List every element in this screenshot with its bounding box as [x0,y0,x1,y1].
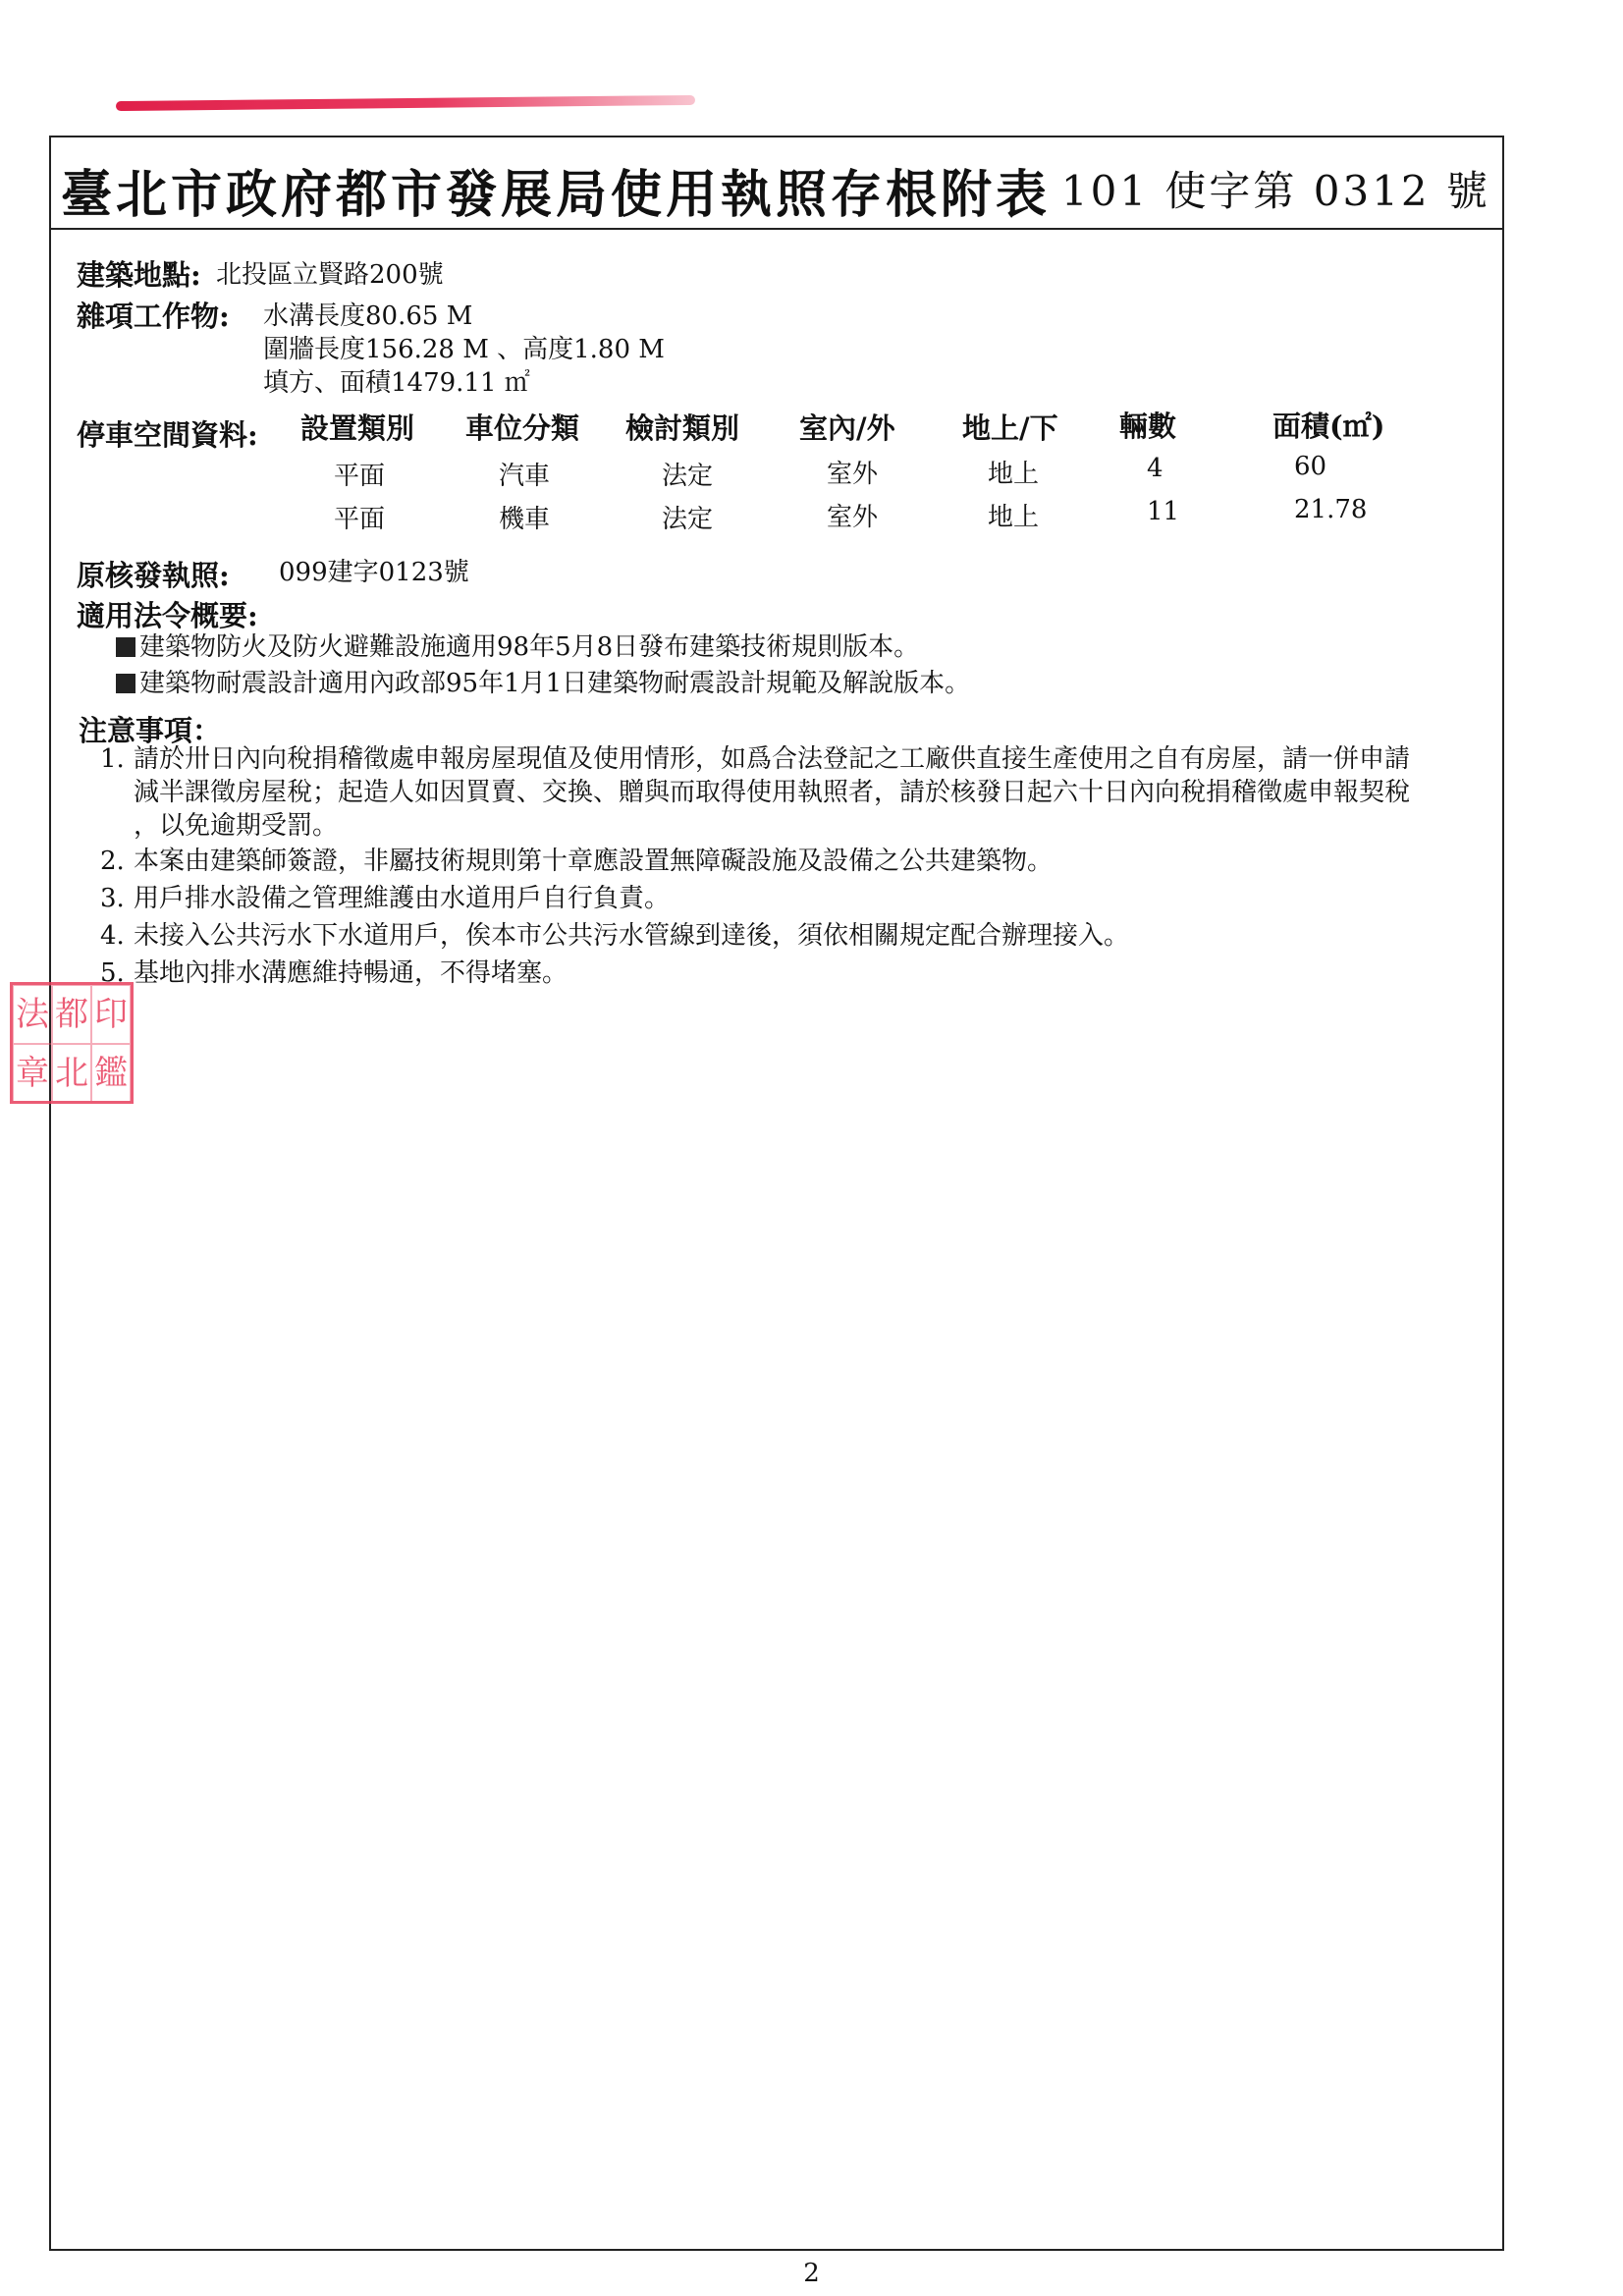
note-line: 減半課徵房屋稅；起造人如因買賣、交換、贈與而取得使用執照者，請於核發日起六十日內向稅捐稽徵處申報契稅 [134,778,1411,807]
original-permit-value: 099建字0123號 [279,558,469,587]
misc-works-label: 雜項工作物: [77,300,230,333]
original-permit-label: 原核發執照: [77,559,230,592]
parking-header-cell: 車位分類 [465,411,580,445]
parking-cell: 地上 [988,503,1040,532]
seal-char: 都 [52,985,91,1044]
misc-works-line: 水溝長度80.65 M [263,301,473,331]
red-ink-stroke [116,95,695,111]
red-seal-stamp [10,982,134,1104]
note-line: ，以免逾期受罰。 [134,811,339,841]
site-label: 建築地點: [77,258,201,292]
document-header [51,137,1502,230]
parking-cell: 60 [1294,452,1327,481]
law-item-text: 建築物防火及防火避難設施適用98年5月8日發布建築技術規則版本。 [139,632,920,662]
note-line: 請於卅日內向稅捐稽徵處申報房屋現值及使用情形，如爲合法登記之工廠供直接生產使用之自有房屋，請一併申請 [134,744,1411,774]
document-frame [49,136,1504,2251]
note-item [100,882,670,915]
parking-header-cell: 室內/外 [799,411,895,445]
note-item [100,845,1053,878]
parking-label: 停車空間資料: [77,418,258,452]
note-line: 基地內排水溝應維持暢通，不得堵塞。 [134,958,568,988]
black-square-bullet [116,674,135,693]
parking-cell: 室外 [827,460,879,489]
note-number: 3. [100,884,125,913]
parking-header-cell: 檢討類別 [625,411,740,445]
parking-header-cell: 設置類別 [300,411,415,445]
document-title: 臺北市政府都市發展局使用執照存根附表 [61,165,1052,225]
note-number: 5. [100,958,125,988]
parking-cell: 地上 [988,460,1040,489]
law-item-text: 建築物耐震設計適用內政部95年1月1日建築物耐震設計規範及解說版本。 [139,669,971,698]
parking-cell: 汽車 [499,462,551,491]
seal-char: 法 [13,985,52,1044]
note-line: 本案由建築師簽證，非屬技術規則第十章應設置無障礙設施及設備之公共建築物。 [134,847,1054,876]
notes-label: 注意事項： [79,714,222,747]
site-value: 北投區立賢路200號 [216,260,444,290]
note-number: 1. [100,744,125,774]
parking-cell: 21.78 [1294,495,1368,524]
parking-cell: 室外 [827,503,879,532]
note-line: 未接入公共污水下水道用戶，俟本市公共污水管線到達後，須依相關規定配合辦理接入。 [134,921,1130,951]
seal-char: 章 [13,1044,52,1103]
parking-cell: 法定 [662,462,714,491]
note-item [100,919,1129,953]
parking-header-cell: 地上/下 [962,411,1058,445]
parking-cell: 平面 [334,462,386,491]
misc-works-line: 填方、面積1479.11 ㎡ [263,368,530,398]
seal-char: 北 [52,1044,91,1103]
law-item [116,627,919,663]
black-square-bullet [116,637,135,657]
laws-label: 適用法令概要: [77,599,258,632]
note-number: 2. [100,847,125,876]
seal-char: 印 [91,985,131,1044]
law-item [116,663,970,699]
parking-header-cell: 面積(㎡) [1272,410,1385,443]
note-line: 用戶排水設備之管理維護由水道用戶自行負責。 [134,884,671,913]
parking-header-cell: 輛數 [1119,410,1177,443]
note-item [100,742,1410,843]
seal-char: 鑑 [91,1044,131,1103]
note-item [100,957,568,990]
parking-cell: 法定 [662,505,714,534]
note-number: 4. [100,921,125,951]
misc-works-line: 圍牆長度156.28 M 、高度1.80 M [263,335,665,364]
permit-number: 101 使字第 0312 號 [1060,167,1490,215]
parking-cell: 11 [1147,497,1180,526]
parking-cell: 平面 [334,505,386,534]
parking-cell: 4 [1147,454,1163,483]
page-number: 2 [803,2259,820,2288]
parking-cell: 機車 [499,505,551,534]
